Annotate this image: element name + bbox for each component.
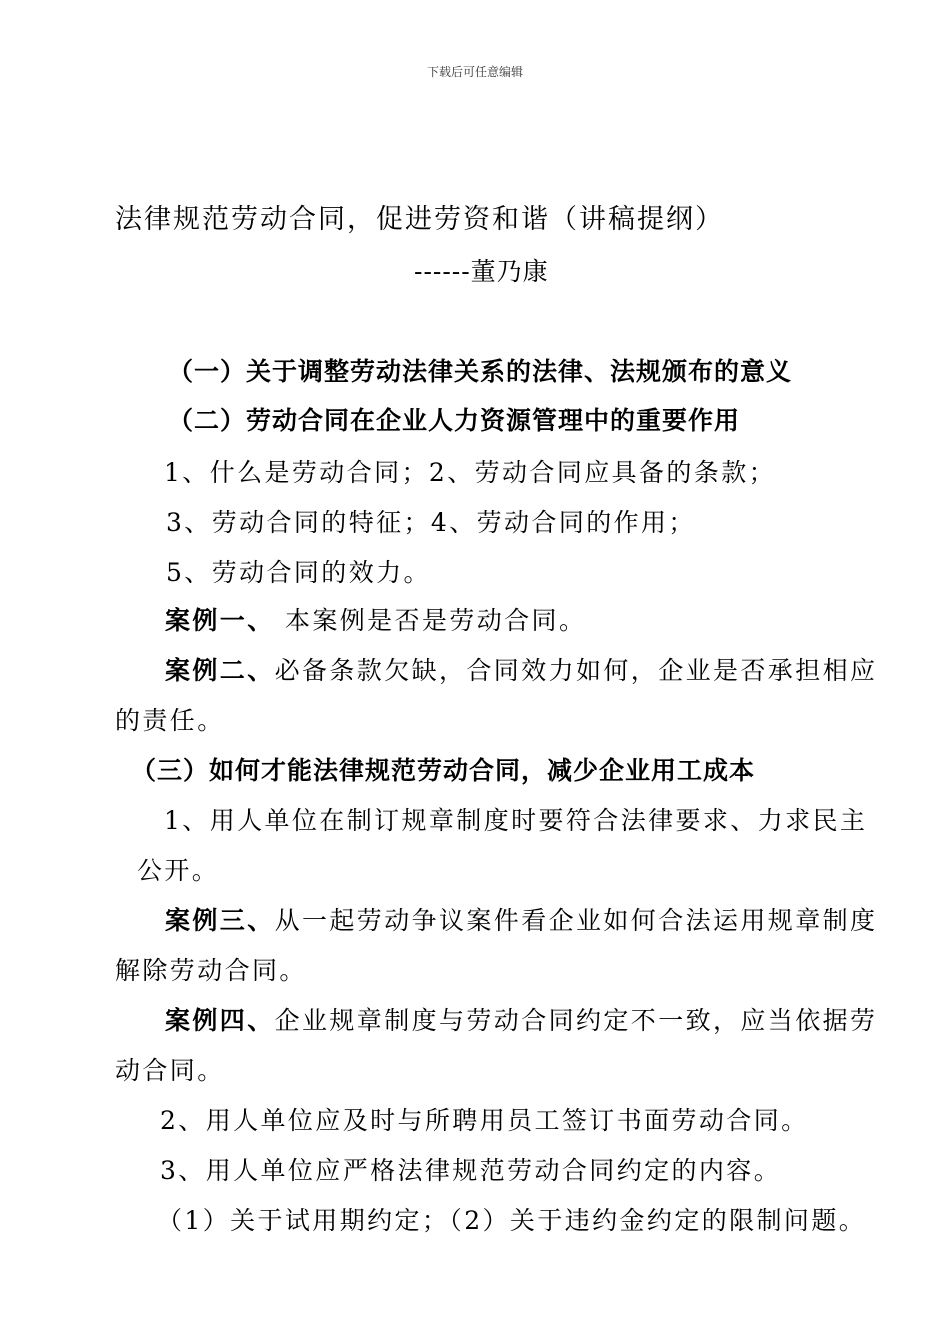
list-item: 5、劳动合同的效力。 — [166, 558, 431, 587]
case-label: 案例一、 — [165, 606, 275, 635]
author-line: ------董乃康 — [414, 257, 549, 286]
list-item: 2、用人单位应及时与所聘用员工签订书面劳动合同。 — [160, 1106, 809, 1135]
list-item-continuation: 公开。 — [137, 856, 220, 885]
case-label: 案例二、 — [165, 656, 275, 685]
section-heading-3: （三）如何才能法律规范劳动合同，减少企业用工成本 — [131, 756, 756, 785]
list-item: 3、用人单位应严格法律规范劳动合同约定的内容。 — [160, 1156, 782, 1185]
section-heading-2: （二）劳动合同在企业人力资源管理中的重要作用 — [168, 406, 741, 435]
case-text-continuation: 解除劳动合同。 — [115, 956, 307, 985]
case-text-continuation: 动合同。 — [115, 1056, 225, 1085]
list-item: 3、劳动合同的特征；4、劳动合同的作用； — [166, 508, 696, 537]
case-text: 必备条款欠缺，合同效力如何，企业是否承担相应 — [274, 656, 878, 685]
case-text: 企业规章制度与劳动合同约定不一致，应当依据劳 — [274, 1006, 878, 1035]
case-paragraph — [165, 908, 877, 933]
case-text: 本案例是否是劳动合同。 — [274, 606, 587, 635]
case-paragraph — [165, 1008, 877, 1033]
case-label: 案例三、 — [165, 906, 275, 935]
list-item: 1、用人单位在制订规章制度时要符合法律要求、力求民主 — [164, 806, 868, 835]
case-text-continuation: 的责任。 — [115, 706, 225, 735]
document-title: 法律规范劳动合同，促进劳资和谐（讲稿提纲） — [115, 204, 724, 235]
page-header: 下载后可任意编辑 — [426, 65, 523, 79]
section-heading-1: （一）关于调整劳动法律关系的法律、法规颁布的意义 — [168, 357, 793, 386]
case-text: 从一起劳动争议案件看企业如何合法运用规章制度 — [274, 906, 878, 935]
case-label: 案例四、 — [165, 1006, 275, 1035]
list-item: （1）关于试用期约定；（2）关于违约金约定的限制问题。 — [157, 1206, 867, 1235]
list-item: 1、什么是劳动合同；2、劳动合同应具备的条款； — [164, 458, 777, 487]
case-paragraph — [165, 608, 586, 633]
case-paragraph — [165, 658, 877, 683]
